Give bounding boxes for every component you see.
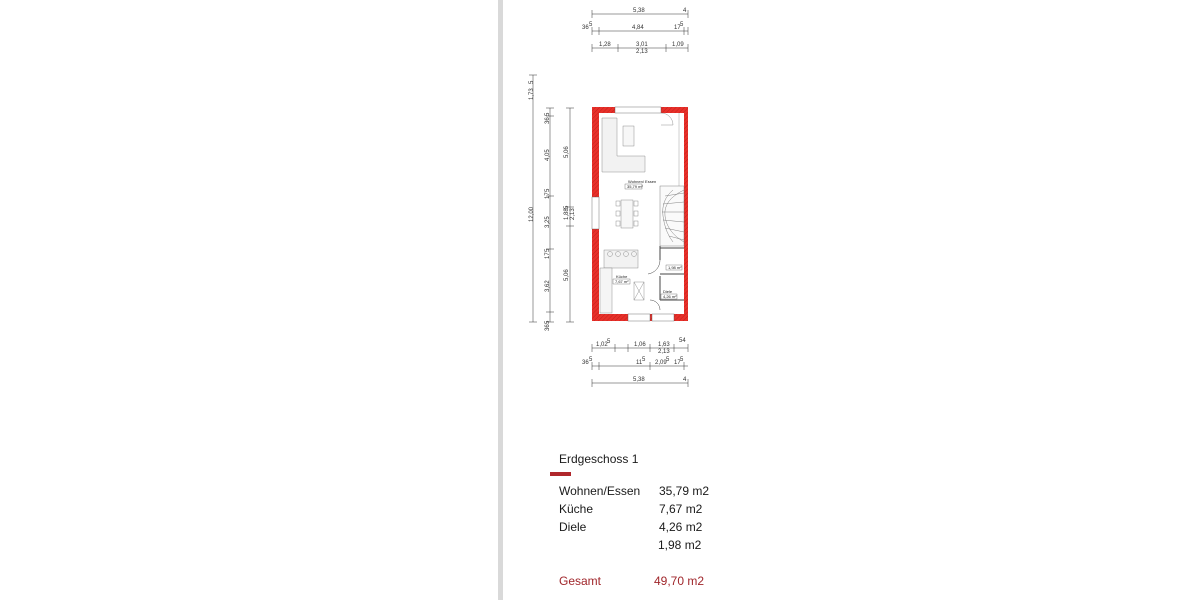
dim-top-row2-right-sup: 5 bbox=[680, 22, 684, 28]
dim-left-w4: 36 bbox=[545, 324, 551, 331]
dim-bottom-row1-b: 1,06 bbox=[634, 342, 646, 348]
dim-top-overall: 5,38 bbox=[633, 8, 645, 14]
area-row-label: Wohnen/Essen bbox=[559, 484, 641, 498]
left-blank-panel bbox=[0, 0, 498, 600]
room-label-diele: Diele bbox=[663, 289, 673, 294]
dim-left-inner2: 1,88 bbox=[564, 208, 570, 220]
dim-top-row2-mid: 4,84 bbox=[632, 25, 644, 31]
area-row-label: Küche bbox=[559, 502, 594, 516]
dim-top-overall-cut: 4 bbox=[683, 8, 687, 14]
dim-top-row2-left: 36 bbox=[582, 25, 589, 31]
staircase bbox=[660, 186, 684, 246]
dim-left-w1: 36 bbox=[545, 117, 551, 124]
dim-left-w3-sup: 5 bbox=[545, 248, 551, 252]
left-dimension-chain bbox=[529, 75, 574, 322]
dim-bottom-row2-c: 2,09 bbox=[655, 360, 667, 366]
dim-left-inner1: 5,06 bbox=[564, 146, 570, 158]
room-area-wohnen: 35,79 m² bbox=[627, 184, 643, 189]
dim-bottom-row2-c-sup: 5 bbox=[666, 357, 670, 363]
dim-bottom-row2-d: 17 bbox=[674, 360, 681, 366]
floor-title: Erdgeschoss 1 bbox=[559, 452, 639, 466]
dim-top-row3-c: 1,09 bbox=[672, 42, 684, 48]
dim-left-w1-sup: 5 bbox=[545, 112, 551, 116]
dim-top-row3-sub: 2,13 bbox=[636, 49, 648, 55]
room-area-wc: 1,98 m² bbox=[668, 265, 682, 270]
dim-left-w3: 17 bbox=[545, 252, 551, 259]
dim-left-top-out-sup: 5 bbox=[529, 80, 535, 84]
area-row-value: 1,98 m2 bbox=[658, 538, 702, 552]
dim-left-inner3: 5,06 bbox=[564, 269, 570, 281]
dim-left-seg1: 4,05 bbox=[545, 149, 551, 161]
dim-top-row3-b: 3,01 bbox=[636, 42, 648, 48]
dim-bottom-overall-cut: 4 bbox=[683, 377, 687, 383]
dim-bottom-row2-d-sup: 5 bbox=[680, 357, 684, 363]
dim-bottom-row1-c: 1,63 bbox=[658, 342, 670, 348]
dim-top-row3-a: 1,28 bbox=[599, 42, 611, 48]
dim-bottom-row1-a: 1,02 bbox=[596, 342, 608, 348]
dim-left-seg2: 3,25 bbox=[545, 216, 551, 228]
dim-bottom-row1-d: 54 bbox=[679, 338, 686, 344]
area-row-value: 35,79 m2 bbox=[659, 484, 710, 498]
dim-top-row2-left-sup: 5 bbox=[589, 22, 593, 28]
total-label: Gesamt bbox=[559, 574, 602, 588]
dim-top-row2-right: 17 bbox=[674, 25, 681, 31]
title-accent-rule bbox=[550, 472, 571, 476]
area-row-value: 7,67 m2 bbox=[659, 502, 703, 516]
dim-left-w2: 17 bbox=[545, 192, 551, 199]
floor-plan bbox=[503, 0, 703, 400]
area-row-value: 4,26 m2 bbox=[659, 520, 703, 534]
dim-bottom-row2-b: 11 bbox=[636, 360, 643, 366]
area-row-label: Diele bbox=[559, 520, 587, 534]
room-label-kueche: Küche bbox=[616, 274, 628, 279]
dim-bottom-row2-left-sup: 5 bbox=[589, 357, 593, 363]
dim-bottom-row1-sub: 2,13 bbox=[658, 349, 670, 355]
room-area-kueche: 7,67 m² bbox=[615, 279, 629, 284]
dim-left-w4-sup: 5 bbox=[545, 320, 551, 324]
dim-left-total: 12,00 bbox=[529, 206, 535, 222]
dim-bottom-row2-left: 36 bbox=[582, 360, 589, 366]
floor-plan-drawing bbox=[503, 0, 703, 400]
dim-left-inner2-sup: 5 bbox=[564, 205, 570, 209]
interior-walls bbox=[648, 246, 684, 310]
dim-left-seg3: 3,62 bbox=[545, 280, 551, 292]
dim-left-top-out: 1,73 bbox=[529, 88, 535, 100]
dim-bottom-overall: 5,38 bbox=[633, 377, 645, 383]
dim-left-w2-sup: 5 bbox=[545, 188, 551, 192]
total-value: 49,70 m2 bbox=[654, 574, 705, 588]
dim-left-inner2-sub: 2,13 bbox=[570, 208, 576, 220]
dim-bottom-row2-b-sup: 5 bbox=[642, 357, 646, 363]
room-label-wohnen: Wohnen/ Essen bbox=[628, 179, 657, 184]
dim-bottom-row1-a-sup: 5 bbox=[607, 339, 611, 345]
room-area-diele: 4,26 m² bbox=[663, 294, 677, 299]
